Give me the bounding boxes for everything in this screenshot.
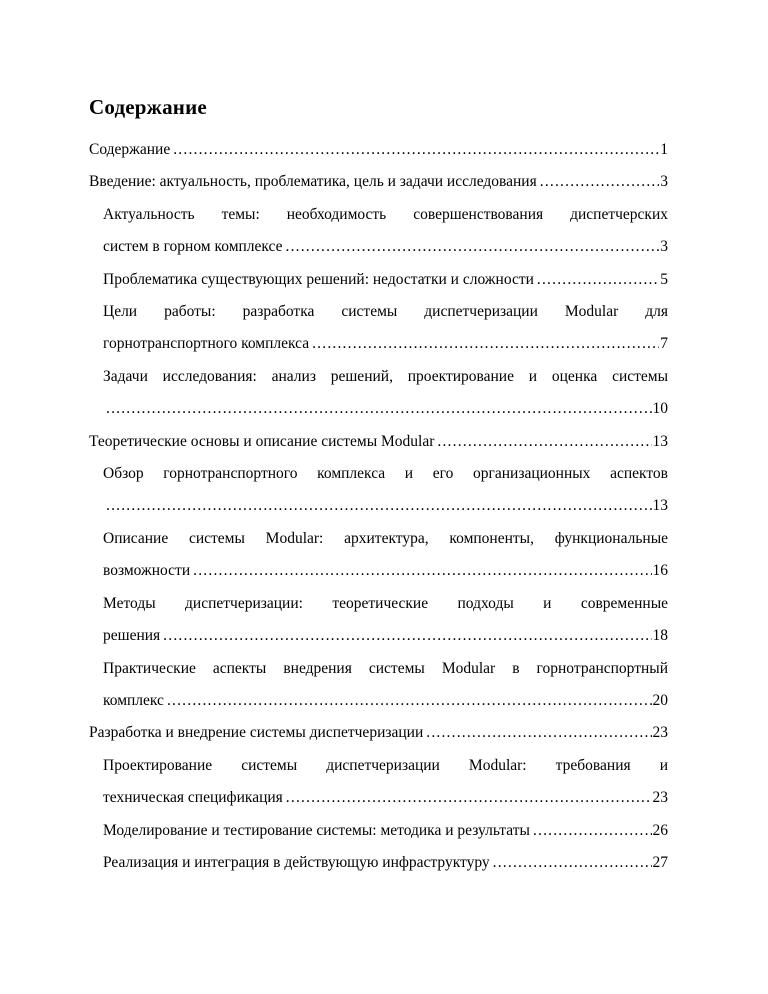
toc-page-number: 1 xyxy=(660,141,668,158)
toc-entry[interactable] xyxy=(89,717,668,749)
toc-entry-text-line: Обзор горнотранспортного комплекса и его организационных аспектов xyxy=(103,465,668,483)
toc-entry-text: горнотранспортного комплекса xyxy=(103,335,310,353)
dot-leader xyxy=(173,134,659,166)
toc-entry-last-line xyxy=(89,685,668,717)
toc-page-number: 13 xyxy=(652,432,668,450)
toc-page-number: 20 xyxy=(652,691,668,709)
toc-entry-text-line: Методы диспетчеризации: теоретические подходы и современные xyxy=(103,594,668,612)
toc-entry[interactable] xyxy=(89,134,668,166)
toc-entry[interactable] xyxy=(89,523,668,588)
dot-leader xyxy=(540,166,660,198)
toc-entry-text: Разработка и внедрение системы диспетчеризации xyxy=(89,724,424,742)
toc-entry-text: решения xyxy=(103,627,161,645)
toc-entry-text: систем в горном комплексе xyxy=(103,238,283,256)
toc-entry[interactable] xyxy=(89,847,668,879)
toc-entry-last-line xyxy=(89,717,668,749)
dot-leader xyxy=(437,426,651,458)
toc-page-number: 5 xyxy=(660,270,668,288)
toc-page-number: 10 xyxy=(652,400,668,418)
toc-entry-last-line xyxy=(89,815,668,847)
dot-leader xyxy=(106,490,652,522)
toc-entry-text-line: Актуальность темы: необходимость совершенствования диспетчерских xyxy=(103,205,668,223)
toc-page-number: 18 xyxy=(652,627,668,645)
toc-entry[interactable] xyxy=(89,815,668,847)
toc-entry[interactable] xyxy=(89,166,668,198)
toc-page-number: 23 xyxy=(652,789,668,807)
toc-entry[interactable] xyxy=(89,264,668,296)
toc-entry-text-line: Проектирование системы диспетчеризации Modular: требования и xyxy=(103,756,668,774)
toc-entry-text-line: Цели работы: разработка системы диспетчеризации Modular для xyxy=(103,303,668,321)
toc-entry-last-line xyxy=(89,264,668,296)
toc-entry-text: Моделирование и тестирование системы: методика и результаты xyxy=(103,821,530,839)
toc-entry[interactable] xyxy=(89,296,668,361)
toc-entry-text: техническая спецификация xyxy=(103,789,283,807)
toc-entry-last-line xyxy=(89,328,668,360)
dot-leader xyxy=(312,328,659,360)
toc-page-number: 16 xyxy=(652,562,668,580)
toc-entry-last-line xyxy=(89,393,668,425)
dot-leader xyxy=(106,393,652,425)
toc-entry[interactable] xyxy=(89,199,668,264)
toc-entry-text-line: Практические аспекты внедрения системы Modular в горнотранспортный xyxy=(103,659,668,677)
toc-entry-last-line xyxy=(89,847,668,879)
dot-leader xyxy=(426,717,651,749)
toc-entry-text: комплекс xyxy=(103,691,164,709)
toc-entry[interactable] xyxy=(89,588,668,653)
toc-entry-text: Теоретические основы и описание системы Modular xyxy=(89,432,435,450)
dot-leader xyxy=(163,620,651,652)
dot-leader xyxy=(286,231,660,263)
toc-page-number: 3 xyxy=(660,173,668,191)
toc-entry-last-line xyxy=(89,134,668,166)
toc-entry-last-line xyxy=(89,555,668,587)
dot-leader xyxy=(167,685,652,717)
toc-entry[interactable] xyxy=(89,361,668,426)
toc-entry[interactable] xyxy=(89,750,668,815)
toc-page-number: 3 xyxy=(660,238,668,256)
toc-entry-text: возможности xyxy=(103,562,191,580)
toc-entry[interactable] xyxy=(89,653,668,718)
toc-entry-text-line: Задачи исследования: анализ решений, проектирование и оценка системы xyxy=(103,367,668,385)
toc-entry-text-line: Описание системы Modular: архитектура, компоненты, функциональные xyxy=(103,529,668,547)
toc-page-number: 13 xyxy=(652,497,668,515)
toc-entry[interactable] xyxy=(89,426,668,458)
toc-entry-text: Реализация и интеграция в действующую инфраструктуру xyxy=(103,853,490,871)
toc-page-number: 26 xyxy=(652,821,668,839)
dot-leader xyxy=(493,847,652,879)
toc-entry[interactable] xyxy=(89,458,668,523)
toc-entry-last-line xyxy=(89,490,668,522)
toc-entry-last-line xyxy=(89,782,668,814)
toc-entry-text: Содержание xyxy=(89,141,171,158)
toc-entry-text: Введение: актуальность, проблематика, цель и задачи исследования xyxy=(89,173,537,191)
toc-entry-last-line xyxy=(89,166,668,198)
toc-entry-last-line xyxy=(89,620,668,652)
dot-leader xyxy=(537,264,659,296)
page-title: Содержание xyxy=(89,95,207,119)
toc-page-number: 27 xyxy=(652,853,668,871)
table-of-contents xyxy=(89,134,668,879)
toc-entry-text: Проблематика существующих решений: недостатки и сложности xyxy=(103,270,534,288)
toc-entry-last-line xyxy=(89,231,668,263)
dot-leader xyxy=(533,815,652,847)
toc-page-number: 23 xyxy=(652,724,668,742)
dot-leader xyxy=(193,555,651,587)
toc-page-number: 7 xyxy=(660,335,668,353)
dot-leader xyxy=(286,782,652,814)
toc-entry-last-line xyxy=(89,426,668,458)
